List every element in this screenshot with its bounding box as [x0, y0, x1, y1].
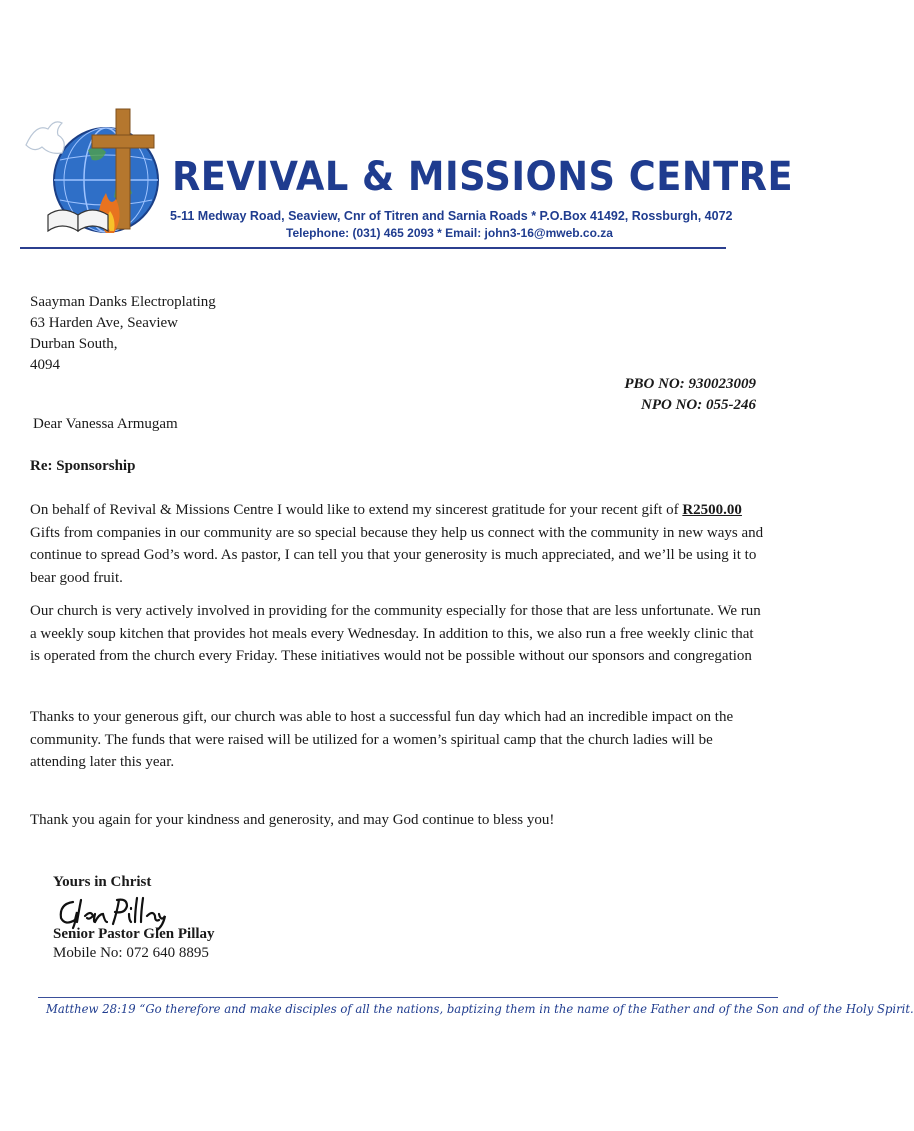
pbo-number: PBO NO: 930023009 — [624, 376, 756, 392]
registration-numbers — [624, 374, 756, 416]
body-paragraph: Our church is very actively involved in providing for the community especially for those that are less unfortunate. We run a weekly soup kitchen that provides hot meals every Wednesday. In addition to this, we also run a free weekly clinic that is operated from the church every Friday. These initiatives would not be possible without our sponsors and congregation — [30, 603, 761, 664]
body-paragraph — [30, 499, 765, 589]
gift-amount: R2500.00 — [682, 502, 742, 518]
organization-contact: Telephone: (031) 465 2093 * Email: john3-16@mweb.co.za — [286, 226, 613, 240]
paragraph-text: On behalf of Revival & Missions Centre I would like to extend my sincerest gratitude for your recent gift of — [30, 502, 683, 518]
npo-number: NPO NO: 055-246 — [641, 397, 756, 413]
paragraph-text: Gifts from companies in our community are so special because they help us connect with the community in new ways and continue to spread God’s word. As pastor, I can tell you that your generosity is much appreciated, and we’ll be using it to bear good fruit. — [30, 524, 764, 586]
signer-mobile: Mobile No: 072 640 8895 — [53, 945, 209, 961]
signer-title: Senior Pastor Glen Pillay — [53, 926, 215, 942]
recipient-line: 4094 — [30, 357, 60, 373]
closing: Yours in Christ — [53, 874, 152, 890]
recipient-line: 63 Harden Ave, Seaview — [30, 315, 179, 331]
footer-scripture-verse: Matthew 28:19 “Go therefore and make disciples of all the nations, baptizing them in the name of the Father and of the Son and of the Holy Spirit. — [46, 1001, 914, 1016]
body-paragraph: Thanks to your generous gift, our church was able to host a successful fun day which had an incredible impact on the community. The funds that were raised will be utilized for a women’s spiritual camp that the church ladies will be attending later this year. — [30, 709, 734, 770]
recipient-address — [30, 292, 216, 376]
recipient-line: Durban South, — [30, 336, 118, 352]
organization-address: 5-11 Medway Road, Seaview, Cnr of Titren and Sarnia Roads * P.O.Box 41492, Rossburgh, 4072 — [170, 209, 733, 223]
subject-line: Re: Sponsorship — [30, 458, 136, 474]
body-paragraph: Thank you again for your kindness and generosity, and may God continue to bless you! — [30, 812, 555, 828]
recipient-line: Saayman Danks Electroplating — [30, 294, 216, 310]
footer-divider — [38, 997, 778, 998]
header-divider — [20, 247, 726, 249]
church-logo — [18, 105, 178, 245]
salutation: Dear Vanessa Armugam — [33, 416, 178, 432]
organization-name: REVIVAL & MISSIONS CENTRE — [172, 154, 794, 200]
